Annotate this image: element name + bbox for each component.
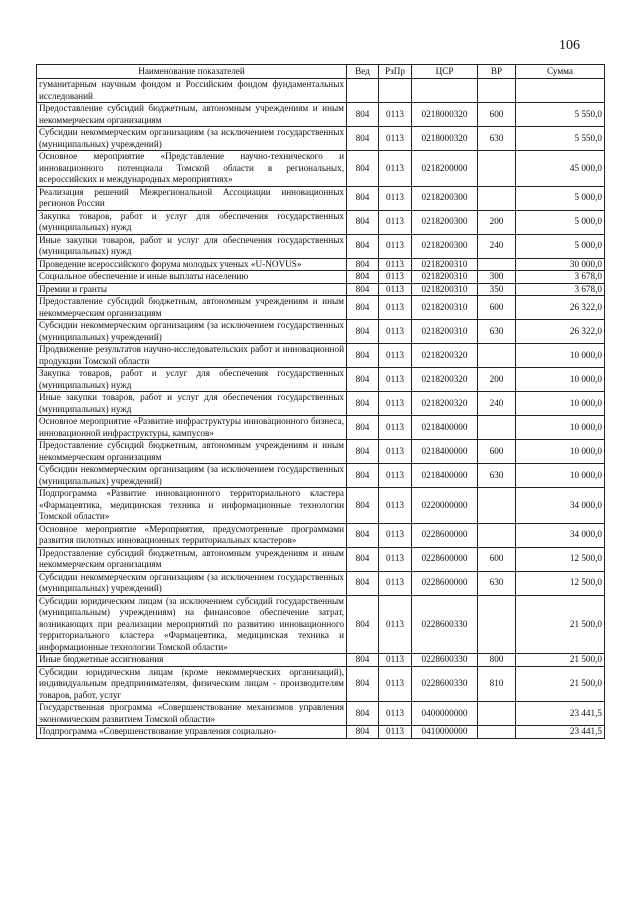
cell-name: Социальное обеспечение и иные выплаты населению xyxy=(37,271,347,284)
cell-name: Иные закупки товаров, работ и услуг для обеспечения государственных (муниципальных) нужд xyxy=(37,392,347,416)
cell-ved: 804 xyxy=(347,151,379,187)
cell-sum: 12 500,0 xyxy=(516,571,605,595)
cell-csr: 0228600000 xyxy=(412,547,478,571)
table-row xyxy=(37,103,605,127)
cell-ved: 804 xyxy=(347,392,379,416)
table-row xyxy=(37,547,605,571)
cell-rzpr: 0113 xyxy=(379,368,412,392)
cell-vr xyxy=(478,79,516,103)
cell-rzpr: 0113 xyxy=(379,320,412,344)
cell-name: Проведение всероссийского форума молодых ученых «U-NOVUS» xyxy=(37,258,347,271)
cell-sum: 34 000,0 xyxy=(516,488,605,524)
table-row xyxy=(37,234,605,258)
header-vr: ВР xyxy=(478,65,516,79)
cell-vr xyxy=(478,416,516,440)
cell-name: Предоставление субсидий бюджетным, автономным учреждениям и иным некоммерческим организациям xyxy=(37,547,347,571)
cell-ved: 804 xyxy=(347,702,379,726)
cell-vr: 200 xyxy=(478,210,516,234)
cell-name: Основное мероприятие «Мероприятия, предусмотренные программами развития пилотных инновационных территориальных кластеров» xyxy=(37,523,347,547)
cell-csr: 0410000000 xyxy=(412,726,478,739)
cell-ved: 804 xyxy=(347,344,379,368)
cell-name: Премии и гранты xyxy=(37,283,347,296)
cell-sum: 26 322,0 xyxy=(516,320,605,344)
cell-vr: 810 xyxy=(478,666,516,702)
cell-ved: 804 xyxy=(347,726,379,739)
cell-vr: 300 xyxy=(478,271,516,284)
cell-name: Государственная программа «Совершенствование механизмов управления экономическим развитием Томской области» xyxy=(37,702,347,726)
cell-csr: 0218000320 xyxy=(412,127,478,151)
table-row xyxy=(37,368,605,392)
cell-rzpr: 0113 xyxy=(379,344,412,368)
cell-ved: 804 xyxy=(347,488,379,524)
cell-name: Основное мероприятие «Развитие инфраструктуры инновационного бизнеса, инновационной инфраструктуры, кампусов» xyxy=(37,416,347,440)
cell-name: Реализация решений Межрегиональной Ассоциации инновационных регионов России xyxy=(37,186,347,210)
table-row xyxy=(37,320,605,344)
header-ved: Вед xyxy=(347,65,379,79)
cell-name: Предоставление субсидий бюджетным, автономным учреждениям и иным некоммерческим организациям xyxy=(37,440,347,464)
cell-vr: 630 xyxy=(478,464,516,488)
table-row xyxy=(37,186,605,210)
cell-csr: 0228600000 xyxy=(412,571,478,595)
page-number: 106 xyxy=(559,38,580,53)
table-row xyxy=(37,283,605,296)
cell-vr: 600 xyxy=(478,440,516,464)
cell-vr: 630 xyxy=(478,127,516,151)
cell-csr: 0218200310 xyxy=(412,283,478,296)
cell-rzpr: 0113 xyxy=(379,296,412,320)
cell-sum: 21 500,0 xyxy=(516,595,605,654)
cell-csr: 0218200320 xyxy=(412,368,478,392)
cell-name: Субсидии некоммерческим организациям (за исключением государственных (муниципальных) учреждений) xyxy=(37,464,347,488)
cell-sum: 10 000,0 xyxy=(516,464,605,488)
table-row xyxy=(37,258,605,271)
cell-ved: 804 xyxy=(347,127,379,151)
table-row xyxy=(37,127,605,151)
cell-vr xyxy=(478,186,516,210)
cell-vr: 630 xyxy=(478,571,516,595)
cell-sum: 10 000,0 xyxy=(516,344,605,368)
cell-csr: 0218000320 xyxy=(412,103,478,127)
cell-rzpr: 0113 xyxy=(379,702,412,726)
cell-ved: 804 xyxy=(347,320,379,344)
cell-sum: 10 000,0 xyxy=(516,368,605,392)
cell-csr: 0218200310 xyxy=(412,320,478,344)
cell-rzpr: 0113 xyxy=(379,271,412,284)
cell-ved: 804 xyxy=(347,234,379,258)
cell-sum xyxy=(516,79,605,103)
cell-ved: 804 xyxy=(347,440,379,464)
cell-sum: 3 678,0 xyxy=(516,271,605,284)
cell-vr: 350 xyxy=(478,283,516,296)
table-header-row xyxy=(37,65,605,79)
cell-rzpr: 0113 xyxy=(379,392,412,416)
cell-rzpr: 0113 xyxy=(379,654,412,667)
cell-csr: 0228600330 xyxy=(412,666,478,702)
cell-ved: 804 xyxy=(347,416,379,440)
table-row xyxy=(37,151,605,187)
cell-vr xyxy=(478,595,516,654)
cell-ved: 804 xyxy=(347,103,379,127)
cell-sum: 21 500,0 xyxy=(516,666,605,702)
table-row xyxy=(37,488,605,524)
cell-name: Субсидии некоммерческим организациям (за исключением государственных (муниципальных) учреждений) xyxy=(37,571,347,595)
cell-csr: 0218200000 xyxy=(412,151,478,187)
cell-sum: 26 322,0 xyxy=(516,296,605,320)
table-row xyxy=(37,79,605,103)
cell-name: Предоставление субсидий бюджетным, автономным учреждениям и иным некоммерческим организациям xyxy=(37,103,347,127)
cell-ved: 804 xyxy=(347,666,379,702)
cell-sum: 30 000,0 xyxy=(516,258,605,271)
cell-sum: 23 441,5 xyxy=(516,702,605,726)
cell-sum: 23 441,5 xyxy=(516,726,605,739)
cell-ved: 804 xyxy=(347,186,379,210)
cell-sum: 10 000,0 xyxy=(516,440,605,464)
cell-csr: 0218400000 xyxy=(412,416,478,440)
cell-ved: 804 xyxy=(347,210,379,234)
cell-sum: 5 550,0 xyxy=(516,103,605,127)
cell-ved: 804 xyxy=(347,547,379,571)
cell-name: Иные закупки товаров, работ и услуг для обеспечения государственных (муниципальных) нужд xyxy=(37,234,347,258)
cell-rzpr: 0113 xyxy=(379,416,412,440)
cell-ved: 804 xyxy=(347,523,379,547)
cell-sum: 45 000,0 xyxy=(516,151,605,187)
cell-rzpr: 0113 xyxy=(379,103,412,127)
table-row xyxy=(37,523,605,547)
cell-ved: 804 xyxy=(347,271,379,284)
cell-vr: 600 xyxy=(478,103,516,127)
cell-rzpr: 0113 xyxy=(379,523,412,547)
table-row xyxy=(37,464,605,488)
cell-sum: 34 000,0 xyxy=(516,523,605,547)
cell-ved: 804 xyxy=(347,296,379,320)
cell-sum: 12 500,0 xyxy=(516,547,605,571)
cell-name: Субсидии юридическим лицам (за исключением субсидий государственным (муниципальным) учреждениям) на финансовое обеспечение затрат, возникающих при реализации мероприятий по развитию инновационного территориального кластера «Фармацевтика, медицинская техника и информационные технологии Томской области» xyxy=(37,595,347,654)
cell-csr xyxy=(412,79,478,103)
cell-rzpr: 0113 xyxy=(379,726,412,739)
cell-csr: 0400000000 xyxy=(412,702,478,726)
header-rzpr: РзПр xyxy=(379,65,412,79)
cell-rzpr: 0113 xyxy=(379,666,412,702)
table-row xyxy=(37,392,605,416)
table-row xyxy=(37,416,605,440)
cell-sum: 21 500,0 xyxy=(516,654,605,667)
table-row xyxy=(37,344,605,368)
budget-table xyxy=(36,64,605,739)
cell-vr: 800 xyxy=(478,654,516,667)
cell-sum: 3 678,0 xyxy=(516,283,605,296)
table-row xyxy=(37,726,605,739)
cell-vr xyxy=(478,726,516,739)
cell-ved xyxy=(347,79,379,103)
cell-csr: 0218200310 xyxy=(412,258,478,271)
cell-vr xyxy=(478,702,516,726)
cell-name: Субсидии юридическим лицам (кроме некоммерческих организаций), индивидуальным предпринимателям, физическим лицам - производителям товаров, работ, услуг xyxy=(37,666,347,702)
cell-sum: 5 550,0 xyxy=(516,127,605,151)
cell-ved: 804 xyxy=(347,654,379,667)
header-csr: ЦСР xyxy=(412,65,478,79)
cell-name: Подпрограмма «Развитие инновационного территориального кластера «Фармацевтика, медицинская техника и информационные технологии Томской области» xyxy=(37,488,347,524)
cell-vr xyxy=(478,151,516,187)
cell-csr: 0218200310 xyxy=(412,296,478,320)
cell-name: Субсидии некоммерческим организациям (за исключением государственных (муниципальных) учреждений) xyxy=(37,320,347,344)
cell-rzpr: 0113 xyxy=(379,151,412,187)
table-row xyxy=(37,271,605,284)
cell-rzpr: 0113 xyxy=(379,440,412,464)
cell-rzpr: 0113 xyxy=(379,464,412,488)
cell-vr xyxy=(478,258,516,271)
cell-vr xyxy=(478,344,516,368)
cell-vr: 240 xyxy=(478,392,516,416)
table-row xyxy=(37,654,605,667)
table-row xyxy=(37,296,605,320)
cell-name: Иные бюджетные ассигнования xyxy=(37,654,347,667)
cell-ved: 804 xyxy=(347,571,379,595)
cell-csr: 0228600330 xyxy=(412,654,478,667)
cell-ved: 804 xyxy=(347,595,379,654)
cell-csr: 0218200300 xyxy=(412,210,478,234)
header-name: Наименование показателей xyxy=(37,65,347,79)
cell-vr: 200 xyxy=(478,368,516,392)
table-row xyxy=(37,210,605,234)
table-row xyxy=(37,595,605,654)
cell-rzpr: 0113 xyxy=(379,234,412,258)
cell-vr: 600 xyxy=(478,296,516,320)
cell-vr: 630 xyxy=(478,320,516,344)
cell-csr: 0228600000 xyxy=(412,523,478,547)
cell-csr: 0218200320 xyxy=(412,392,478,416)
cell-sum: 10 000,0 xyxy=(516,416,605,440)
cell-csr: 0218400000 xyxy=(412,440,478,464)
cell-rzpr: 0113 xyxy=(379,488,412,524)
cell-rzpr xyxy=(379,79,412,103)
cell-ved: 804 xyxy=(347,464,379,488)
cell-csr: 0220000000 xyxy=(412,488,478,524)
cell-name: Предоставление субсидий бюджетным, автономным учреждениям и иным некоммерческим организациям xyxy=(37,296,347,320)
cell-csr: 0228600330 xyxy=(412,595,478,654)
cell-name: Основное мероприятие «Представление научно-технического и инновационного потенциала Томской области в региональных, всероссийских и международных мероприятиях» xyxy=(37,151,347,187)
cell-rzpr: 0113 xyxy=(379,283,412,296)
cell-name: Субсидии некоммерческим организациям (за исключением государственных (муниципальных) учреждений) xyxy=(37,127,347,151)
cell-rzpr: 0113 xyxy=(379,571,412,595)
cell-sum: 5 000,0 xyxy=(516,210,605,234)
table-row xyxy=(37,666,605,702)
cell-rzpr: 0113 xyxy=(379,210,412,234)
cell-rzpr: 0113 xyxy=(379,186,412,210)
cell-name: Продвижение результатов научно-исследовательских работ и инновационной продукции Томской области xyxy=(37,344,347,368)
cell-name: Закупка товаров, работ и услуг для обеспечения государственных (муниципальных) нужд xyxy=(37,210,347,234)
cell-rzpr: 0113 xyxy=(379,547,412,571)
cell-sum: 10 000,0 xyxy=(516,392,605,416)
cell-name: Подпрограмма «Совершенствование управления социально- xyxy=(37,726,347,739)
cell-ved: 804 xyxy=(347,258,379,271)
cell-csr: 0218200310 xyxy=(412,271,478,284)
header-sum: Сумма xyxy=(516,65,605,79)
cell-sum: 5 000,0 xyxy=(516,234,605,258)
table-row xyxy=(37,440,605,464)
cell-name: Закупка товаров, работ и услуг для обеспечения государственных (муниципальных) нужд xyxy=(37,368,347,392)
cell-sum: 5 000,0 xyxy=(516,186,605,210)
cell-csr: 0218400000 xyxy=(412,464,478,488)
cell-rzpr: 0113 xyxy=(379,595,412,654)
cell-ved: 804 xyxy=(347,368,379,392)
cell-vr: 600 xyxy=(478,547,516,571)
cell-rzpr: 0113 xyxy=(379,127,412,151)
cell-ved: 804 xyxy=(347,283,379,296)
cell-rzpr: 0113 xyxy=(379,258,412,271)
table-row xyxy=(37,702,605,726)
cell-vr xyxy=(478,488,516,524)
cell-csr: 0218200300 xyxy=(412,186,478,210)
cell-csr: 0218200320 xyxy=(412,344,478,368)
cell-name: гуманитарным научным фондом и Российским фондом фундаментальных исследований xyxy=(37,79,347,103)
table-row xyxy=(37,571,605,595)
cell-csr: 0218200300 xyxy=(412,234,478,258)
cell-vr xyxy=(478,523,516,547)
cell-vr: 240 xyxy=(478,234,516,258)
